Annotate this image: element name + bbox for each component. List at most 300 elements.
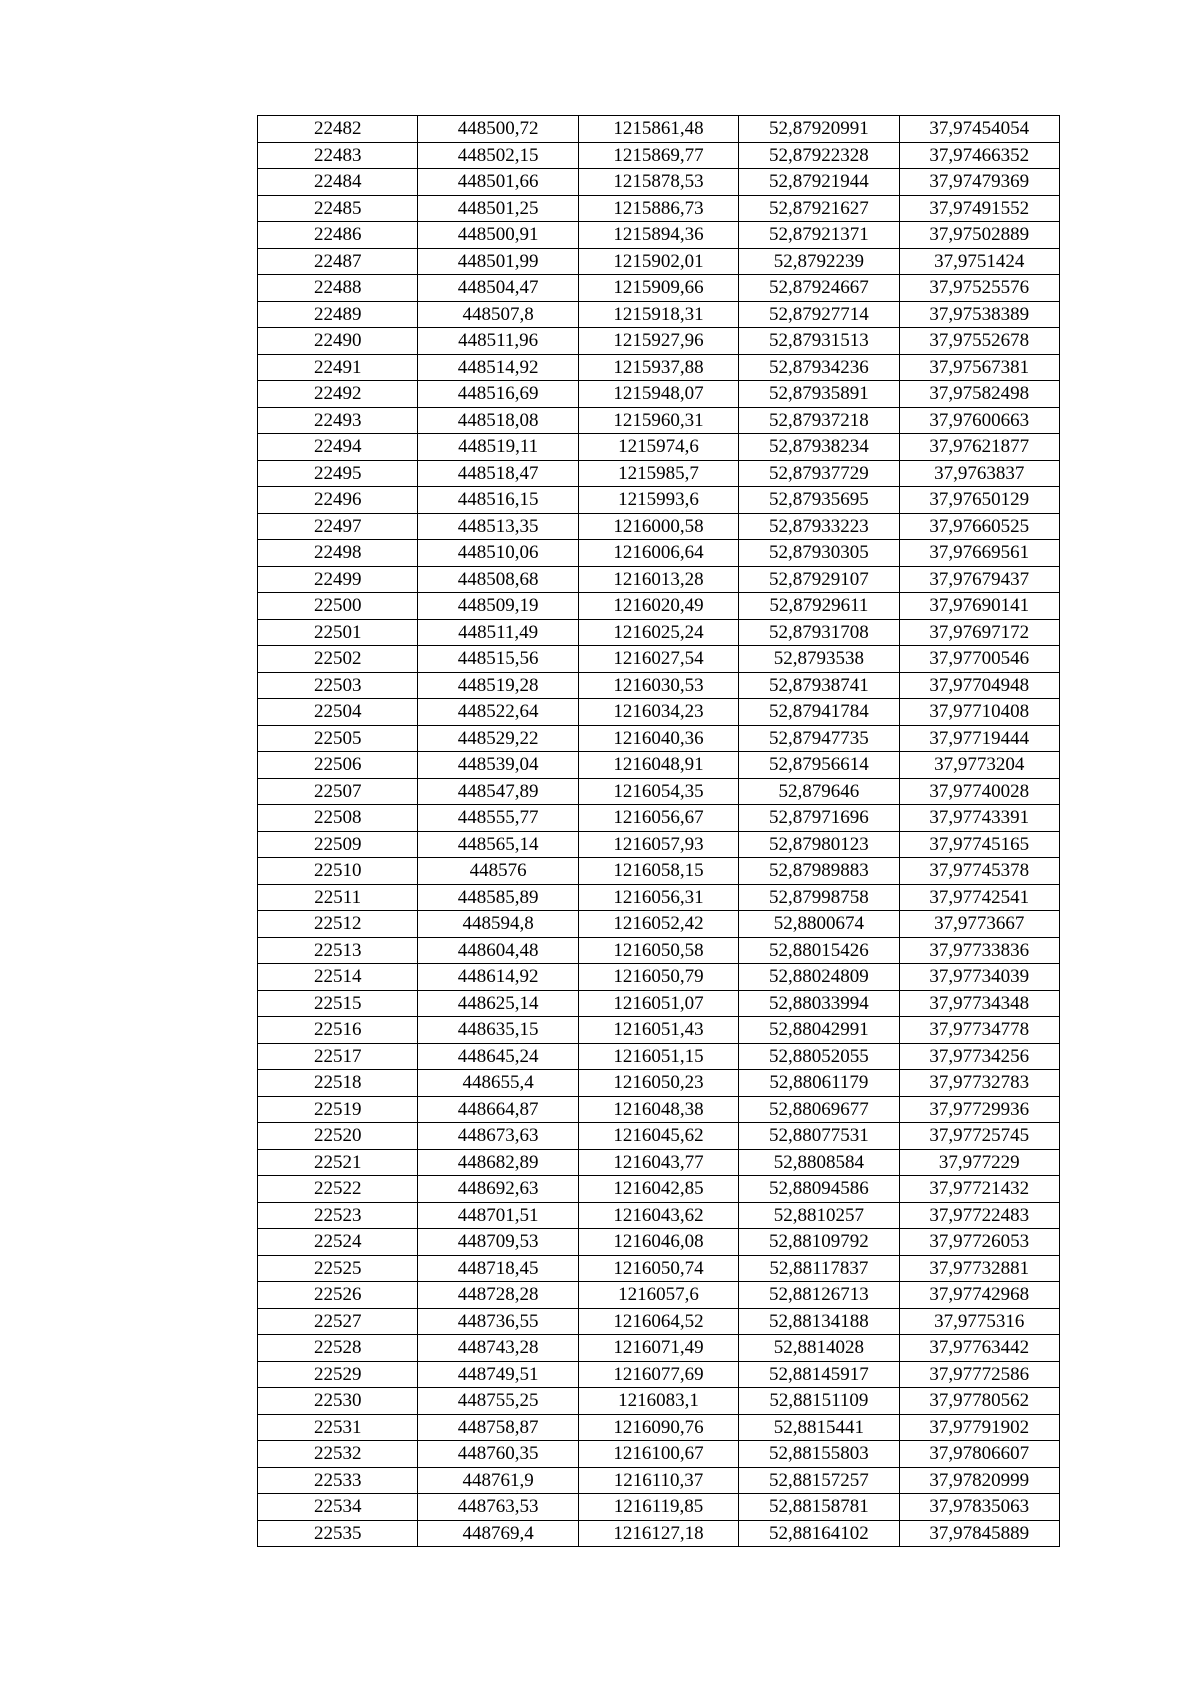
y-coordinate-cell: 1215894,36 [578,222,738,249]
y-coordinate-cell: 1216046,08 [578,1229,738,1256]
y-coordinate-cell: 1216050,58 [578,937,738,964]
longitude-cell: 37,97669561 [899,540,1059,567]
table-row [258,964,1060,991]
x-coordinate-cell: 448614,92 [418,964,578,991]
y-coordinate-cell: 1215886,73 [578,195,738,222]
x-coordinate-cell: 448502,15 [418,142,578,169]
longitude-cell: 37,97704948 [899,672,1059,699]
latitude-cell: 52,8808584 [739,1149,899,1176]
point-number-cell: 22489 [258,301,418,328]
table-row [258,1043,1060,1070]
table-row [258,1149,1060,1176]
y-coordinate-cell: 1216083,1 [578,1388,738,1415]
point-number-cell: 22529 [258,1361,418,1388]
y-coordinate-cell: 1216127,18 [578,1520,738,1547]
x-coordinate-cell: 448500,72 [418,116,578,143]
longitude-cell: 37,97710408 [899,699,1059,726]
table-row [258,1123,1060,1150]
x-coordinate-cell: 448763,53 [418,1494,578,1521]
y-coordinate-cell: 1216048,38 [578,1096,738,1123]
x-coordinate-cell: 448516,15 [418,487,578,514]
latitude-cell: 52,87941784 [739,699,899,726]
x-coordinate-cell: 448625,14 [418,990,578,1017]
table-row [258,1414,1060,1441]
point-number-cell: 22501 [258,619,418,646]
x-coordinate-cell: 448509,19 [418,593,578,620]
longitude-cell: 37,9773204 [899,752,1059,779]
y-coordinate-cell: 1216110,37 [578,1467,738,1494]
table-row [258,1441,1060,1468]
longitude-cell: 37,97582498 [899,381,1059,408]
table-row [258,1229,1060,1256]
y-coordinate-cell: 1216052,42 [578,911,738,938]
point-number-cell: 22533 [258,1467,418,1494]
table-row [258,990,1060,1017]
y-coordinate-cell: 1215937,88 [578,354,738,381]
latitude-cell: 52,87980123 [739,831,899,858]
longitude-cell: 37,9775316 [899,1308,1059,1335]
x-coordinate-cell: 448701,51 [418,1202,578,1229]
y-coordinate-cell: 1215993,6 [578,487,738,514]
latitude-cell: 52,8793538 [739,646,899,673]
point-number-cell: 22520 [258,1123,418,1150]
point-number-cell: 22486 [258,222,418,249]
x-coordinate-cell: 448519,11 [418,434,578,461]
x-coordinate-cell: 448501,25 [418,195,578,222]
latitude-cell: 52,87938741 [739,672,899,699]
y-coordinate-cell: 1216050,79 [578,964,738,991]
y-coordinate-cell: 1216013,28 [578,566,738,593]
point-number-cell: 22511 [258,884,418,911]
longitude-cell: 37,97722483 [899,1202,1059,1229]
point-number-cell: 22500 [258,593,418,620]
latitude-cell: 52,88164102 [739,1520,899,1547]
latitude-cell: 52,87935891 [739,381,899,408]
latitude-cell: 52,88069677 [739,1096,899,1123]
point-number-cell: 22521 [258,1149,418,1176]
longitude-cell: 37,97743391 [899,805,1059,832]
x-coordinate-cell: 448655,4 [418,1070,578,1097]
x-coordinate-cell: 448555,77 [418,805,578,832]
y-coordinate-cell: 1215902,01 [578,248,738,275]
point-number-cell: 22523 [258,1202,418,1229]
table-row [258,1361,1060,1388]
latitude-cell: 52,8814028 [739,1335,899,1362]
x-coordinate-cell: 448760,35 [418,1441,578,1468]
table-row [258,937,1060,964]
longitude-cell: 37,97820999 [899,1467,1059,1494]
x-coordinate-cell: 448516,69 [418,381,578,408]
y-coordinate-cell: 1216051,15 [578,1043,738,1070]
x-coordinate-cell: 448511,96 [418,328,578,355]
point-number-cell: 22526 [258,1282,418,1309]
point-number-cell: 22483 [258,142,418,169]
longitude-cell: 37,97732783 [899,1070,1059,1097]
latitude-cell: 52,87921371 [739,222,899,249]
x-coordinate-cell: 448635,15 [418,1017,578,1044]
latitude-cell: 52,88094586 [739,1176,899,1203]
longitude-cell: 37,97660525 [899,513,1059,540]
longitude-cell: 37,9751424 [899,248,1059,275]
y-coordinate-cell: 1216056,31 [578,884,738,911]
longitude-cell: 37,97650129 [899,487,1059,514]
latitude-cell: 52,88109792 [739,1229,899,1256]
y-coordinate-cell: 1216040,36 [578,725,738,752]
longitude-cell: 37,97719444 [899,725,1059,752]
point-number-cell: 22482 [258,116,418,143]
longitude-cell: 37,97745165 [899,831,1059,858]
latitude-cell: 52,88061179 [739,1070,899,1097]
point-number-cell: 22502 [258,646,418,673]
longitude-cell: 37,97734039 [899,964,1059,991]
point-number-cell: 22513 [258,937,418,964]
x-coordinate-cell: 448508,68 [418,566,578,593]
table-row [258,619,1060,646]
x-coordinate-cell: 448645,24 [418,1043,578,1070]
latitude-cell: 52,87929611 [739,593,899,620]
x-coordinate-cell: 448758,87 [418,1414,578,1441]
latitude-cell: 52,87971696 [739,805,899,832]
y-coordinate-cell: 1216057,93 [578,831,738,858]
y-coordinate-cell: 1216042,85 [578,1176,738,1203]
point-number-cell: 22527 [258,1308,418,1335]
latitude-cell: 52,88024809 [739,964,899,991]
table-row [258,169,1060,196]
point-number-cell: 22503 [258,672,418,699]
y-coordinate-cell: 1216071,49 [578,1335,738,1362]
y-coordinate-cell: 1216000,58 [578,513,738,540]
x-coordinate-cell: 448736,55 [418,1308,578,1335]
x-coordinate-cell: 448743,28 [418,1335,578,1362]
longitude-cell: 37,97690141 [899,593,1059,620]
latitude-cell: 52,87922328 [739,142,899,169]
point-number-cell: 22522 [258,1176,418,1203]
table-row [258,301,1060,328]
table-row [258,725,1060,752]
longitude-cell: 37,97721432 [899,1176,1059,1203]
table-row [258,858,1060,885]
table-row [258,1017,1060,1044]
point-number-cell: 22492 [258,381,418,408]
x-coordinate-cell: 448664,87 [418,1096,578,1123]
x-coordinate-cell: 448522,64 [418,699,578,726]
table-row [258,328,1060,355]
point-number-cell: 22524 [258,1229,418,1256]
longitude-cell: 37,97729936 [899,1096,1059,1123]
table-row [258,1176,1060,1203]
table-row [258,911,1060,938]
y-coordinate-cell: 1216043,77 [578,1149,738,1176]
x-coordinate-cell: 448518,08 [418,407,578,434]
latitude-cell: 52,88077531 [739,1123,899,1150]
point-number-cell: 22532 [258,1441,418,1468]
x-coordinate-cell: 448604,48 [418,937,578,964]
point-number-cell: 22512 [258,911,418,938]
longitude-cell: 37,97552678 [899,328,1059,355]
longitude-cell: 37,97791902 [899,1414,1059,1441]
x-coordinate-cell: 448769,4 [418,1520,578,1547]
table-row [258,1308,1060,1335]
y-coordinate-cell: 1215927,96 [578,328,738,355]
longitude-cell: 37,97734256 [899,1043,1059,1070]
y-coordinate-cell: 1216057,6 [578,1282,738,1309]
longitude-cell: 37,97742968 [899,1282,1059,1309]
latitude-cell: 52,87947735 [739,725,899,752]
table-row [258,884,1060,911]
point-number-cell: 22504 [258,699,418,726]
longitude-cell: 37,97600663 [899,407,1059,434]
longitude-cell: 37,97725745 [899,1123,1059,1150]
latitude-cell: 52,88157257 [739,1467,899,1494]
longitude-cell: 37,97734778 [899,1017,1059,1044]
x-coordinate-cell: 448682,89 [418,1149,578,1176]
point-number-cell: 22484 [258,169,418,196]
y-coordinate-cell: 1216020,49 [578,593,738,620]
table-row [258,752,1060,779]
x-coordinate-cell: 448511,49 [418,619,578,646]
y-coordinate-cell: 1216050,74 [578,1255,738,1282]
point-number-cell: 22498 [258,540,418,567]
point-number-cell: 22528 [258,1335,418,1362]
x-coordinate-cell: 448518,47 [418,460,578,487]
x-coordinate-cell: 448673,63 [418,1123,578,1150]
x-coordinate-cell: 448501,99 [418,248,578,275]
longitude-cell: 37,97567381 [899,354,1059,381]
longitude-cell: 37,97502889 [899,222,1059,249]
longitude-cell: 37,97454054 [899,116,1059,143]
y-coordinate-cell: 1216051,07 [578,990,738,1017]
x-coordinate-cell: 448507,8 [418,301,578,328]
latitude-cell: 52,87956614 [739,752,899,779]
x-coordinate-cell: 448761,9 [418,1467,578,1494]
table-row [258,434,1060,461]
table-row [258,354,1060,381]
y-coordinate-cell: 1215948,07 [578,381,738,408]
point-number-cell: 22518 [258,1070,418,1097]
longitude-cell: 37,97679437 [899,566,1059,593]
point-number-cell: 22534 [258,1494,418,1521]
table-row [258,275,1060,302]
y-coordinate-cell: 1216030,53 [578,672,738,699]
latitude-cell: 52,88155803 [739,1441,899,1468]
table-row [258,487,1060,514]
table-row [258,1335,1060,1362]
y-coordinate-cell: 1215960,31 [578,407,738,434]
latitude-cell: 52,88134188 [739,1308,899,1335]
y-coordinate-cell: 1216090,76 [578,1414,738,1441]
point-number-cell: 22487 [258,248,418,275]
latitude-cell: 52,87931708 [739,619,899,646]
longitude-cell: 37,9763837 [899,460,1059,487]
longitude-cell: 37,97538389 [899,301,1059,328]
latitude-cell: 52,8792239 [739,248,899,275]
latitude-cell: 52,87924667 [739,275,899,302]
table-row [258,1096,1060,1123]
x-coordinate-cell: 448504,47 [418,275,578,302]
table-row [258,222,1060,249]
longitude-cell: 37,97835063 [899,1494,1059,1521]
x-coordinate-cell: 448547,89 [418,778,578,805]
point-number-cell: 22519 [258,1096,418,1123]
latitude-cell: 52,87934236 [739,354,899,381]
coordinates-table [257,115,1060,1547]
latitude-cell: 52,87998758 [739,884,899,911]
point-number-cell: 22496 [258,487,418,514]
table-row [258,1282,1060,1309]
latitude-cell: 52,87927714 [739,301,899,328]
latitude-cell: 52,8800674 [739,911,899,938]
latitude-cell: 52,8810257 [739,1202,899,1229]
latitude-cell: 52,88117837 [739,1255,899,1282]
table-row [258,1494,1060,1521]
longitude-cell: 37,9773667 [899,911,1059,938]
latitude-cell: 52,87921627 [739,195,899,222]
table-row [258,699,1060,726]
table-row [258,248,1060,275]
point-number-cell: 22509 [258,831,418,858]
x-coordinate-cell: 448709,53 [418,1229,578,1256]
x-coordinate-cell: 448755,25 [418,1388,578,1415]
x-coordinate-cell: 448510,06 [418,540,578,567]
longitude-cell: 37,97726053 [899,1229,1059,1256]
y-coordinate-cell: 1216045,62 [578,1123,738,1150]
table-row [258,1388,1060,1415]
latitude-cell: 52,88033994 [739,990,899,1017]
latitude-cell: 52,87930305 [739,540,899,567]
y-coordinate-cell: 1216043,62 [578,1202,738,1229]
latitude-cell: 52,87937218 [739,407,899,434]
table-row [258,805,1060,832]
point-number-cell: 22516 [258,1017,418,1044]
point-number-cell: 22499 [258,566,418,593]
coordinates-table-body [258,116,1060,1547]
latitude-cell: 52,879646 [739,778,899,805]
x-coordinate-cell: 448529,22 [418,725,578,752]
point-number-cell: 22535 [258,1520,418,1547]
longitude-cell: 37,97772586 [899,1361,1059,1388]
latitude-cell: 52,87938234 [739,434,899,461]
x-coordinate-cell: 448692,63 [418,1176,578,1203]
table-row [258,831,1060,858]
point-number-cell: 22525 [258,1255,418,1282]
y-coordinate-cell: 1216050,23 [578,1070,738,1097]
point-number-cell: 22490 [258,328,418,355]
longitude-cell: 37,97745378 [899,858,1059,885]
point-number-cell: 22506 [258,752,418,779]
y-coordinate-cell: 1215985,7 [578,460,738,487]
table-row [258,407,1060,434]
longitude-cell: 37,977229 [899,1149,1059,1176]
table-row [258,540,1060,567]
y-coordinate-cell: 1216034,23 [578,699,738,726]
latitude-cell: 52,87920991 [739,116,899,143]
y-coordinate-cell: 1216064,52 [578,1308,738,1335]
table-row [258,142,1060,169]
y-coordinate-cell: 1216058,15 [578,858,738,885]
point-number-cell: 22507 [258,778,418,805]
x-coordinate-cell: 448519,28 [418,672,578,699]
longitude-cell: 37,97740028 [899,778,1059,805]
y-coordinate-cell: 1216048,91 [578,752,738,779]
table-row [258,778,1060,805]
latitude-cell: 52,88042991 [739,1017,899,1044]
y-coordinate-cell: 1215878,53 [578,169,738,196]
table-row [258,1467,1060,1494]
table-row [258,566,1060,593]
latitude-cell: 52,88126713 [739,1282,899,1309]
point-number-cell: 22497 [258,513,418,540]
latitude-cell: 52,87931513 [739,328,899,355]
x-coordinate-cell: 448749,51 [418,1361,578,1388]
longitude-cell: 37,97466352 [899,142,1059,169]
point-number-cell: 22531 [258,1414,418,1441]
point-number-cell: 22485 [258,195,418,222]
y-coordinate-cell: 1215909,66 [578,275,738,302]
latitude-cell: 52,87937729 [739,460,899,487]
point-number-cell: 22493 [258,407,418,434]
table-row [258,672,1060,699]
table-row [258,1202,1060,1229]
point-number-cell: 22505 [258,725,418,752]
y-coordinate-cell: 1215869,77 [578,142,738,169]
x-coordinate-cell: 448718,45 [418,1255,578,1282]
latitude-cell: 52,88151109 [739,1388,899,1415]
table-row [258,1070,1060,1097]
point-number-cell: 22530 [258,1388,418,1415]
x-coordinate-cell: 448514,92 [418,354,578,381]
point-number-cell: 22515 [258,990,418,1017]
y-coordinate-cell: 1216006,64 [578,540,738,567]
table-row [258,195,1060,222]
x-coordinate-cell: 448500,91 [418,222,578,249]
longitude-cell: 37,97732881 [899,1255,1059,1282]
table-row [258,1520,1060,1547]
y-coordinate-cell: 1216027,54 [578,646,738,673]
point-number-cell: 22510 [258,858,418,885]
point-number-cell: 22508 [258,805,418,832]
longitude-cell: 37,97734348 [899,990,1059,1017]
point-number-cell: 22495 [258,460,418,487]
point-number-cell: 22514 [258,964,418,991]
table-row [258,646,1060,673]
latitude-cell: 52,87933223 [739,513,899,540]
x-coordinate-cell: 448565,14 [418,831,578,858]
table-row [258,513,1060,540]
table-row [258,593,1060,620]
longitude-cell: 37,97491552 [899,195,1059,222]
y-coordinate-cell: 1216056,67 [578,805,738,832]
latitude-cell: 52,87921944 [739,169,899,196]
y-coordinate-cell: 1215918,31 [578,301,738,328]
latitude-cell: 52,88158781 [739,1494,899,1521]
longitude-cell: 37,97525576 [899,275,1059,302]
latitude-cell: 52,87929107 [739,566,899,593]
longitude-cell: 37,97733836 [899,937,1059,964]
point-number-cell: 22494 [258,434,418,461]
y-coordinate-cell: 1216077,69 [578,1361,738,1388]
table-row [258,381,1060,408]
latitude-cell: 52,88145917 [739,1361,899,1388]
longitude-cell: 37,97763442 [899,1335,1059,1362]
longitude-cell: 37,97845889 [899,1520,1059,1547]
longitude-cell: 37,97697172 [899,619,1059,646]
y-coordinate-cell: 1216054,35 [578,778,738,805]
point-number-cell: 22517 [258,1043,418,1070]
x-coordinate-cell: 448585,89 [418,884,578,911]
longitude-cell: 37,97780562 [899,1388,1059,1415]
longitude-cell: 37,97806607 [899,1441,1059,1468]
x-coordinate-cell: 448539,04 [418,752,578,779]
